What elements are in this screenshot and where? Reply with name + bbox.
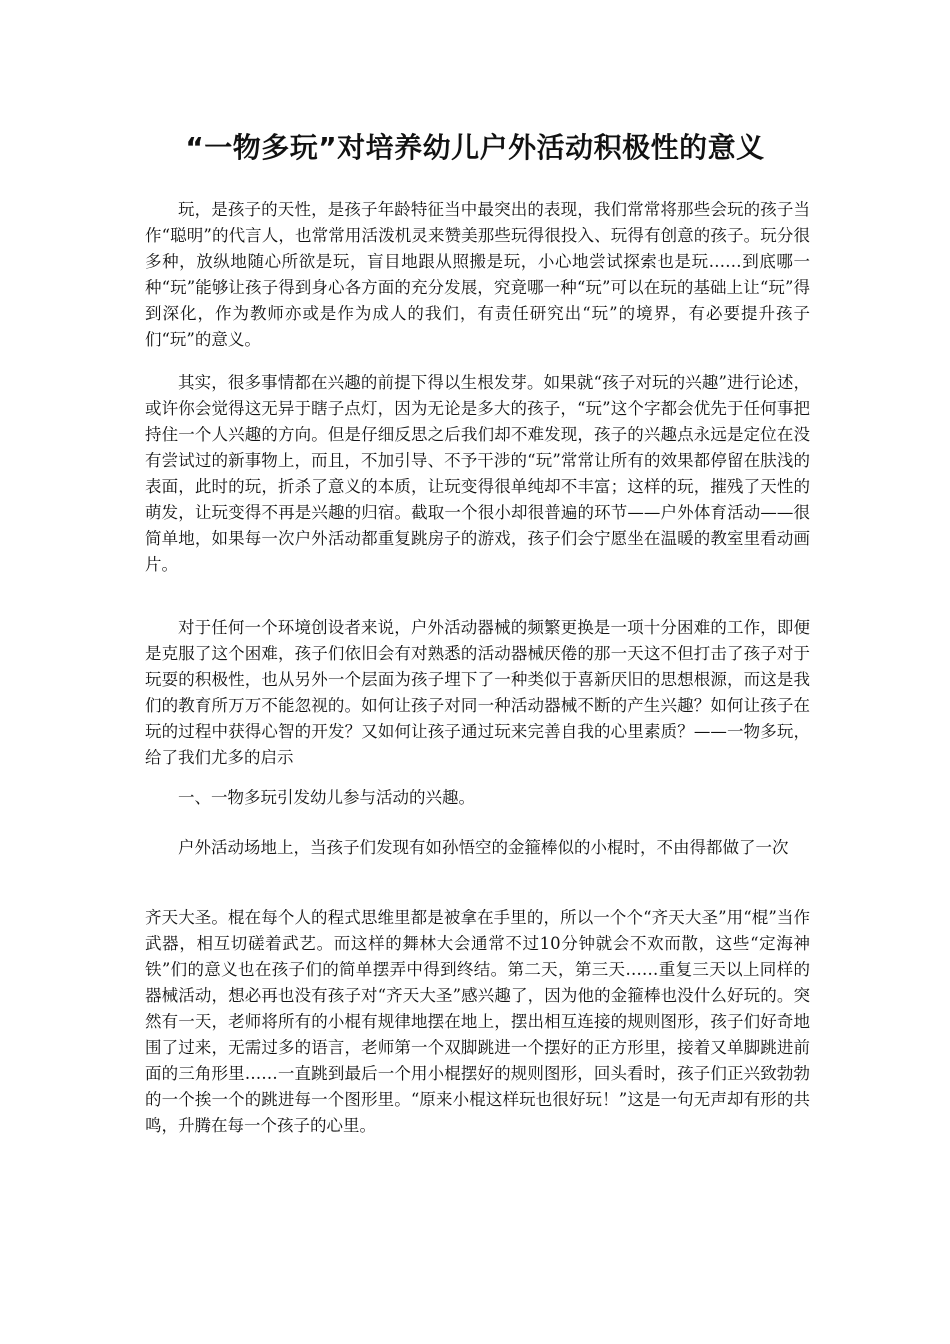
paragraph-interest: 其实，很多事情都在兴趣的前提下得以生根发芽。如果就“孩子对玩的兴趣”进行论述，或许你会觉得这无异于瞎子点灯，因为无论是多大的孩子，“玩”这个字都会优先于任何事把持住一个人兴趣的方向。但是仔细反思之后我们却不难发现，孩子的兴趣点永远是定位在没有尝试过的新事物上，而且，不加引导、不予干涉的“玩”常常让所有的效果都停留在肤浅的表面，此时的玩，折杀了意义的本质，让玩变得很单纯却不丰富；这样的玩，摧残了天性的萌发，让玩变得不再是兴趣的归宿。截取一个很小却很普遍的环节——户外体育活动——很简单地，如果每一次户外活动都重复跳房子的游戏，孩子们会宁愿坐在温暖的教室里看动画片。 [145,373,810,574]
paragraph-playground: 户外活动场地上，当孩子们发现有如孙悟空的金箍棒似的小棍时，不由得都做了一次 [178,838,789,857]
page-title: “一物多玩”对培养幼儿户外活动积极性的意义 [185,131,765,164]
paragraph-equipment: 对于任何一个环境创设者来说，户外活动器械的频繁更换是一项十分困难的工作，即便是克服了这个困难，孩子们依旧会有对熟悉的活动器械厌倦的那一天这不但打击了孩子对于玩耍的积极性，也从另外一个层面为孩子埋下了一种类似于喜新厌旧的思想根源，而这是我们的教育所万万不能忽视的。如何让孩子对同一种活动器械不断的产生兴趣？如何让孩子在玩的过程中获得心智的开发？又如何让孩子通过玩来完善自我的心里素质？——一物多玩，给了我们尤多的启示 [145,618,810,767]
paragraph-intro: 玩，是孩子的天性，是孩子年龄特征当中最突出的表现，我们常常将那些会玩的孩子当作“聪明”的代言人，也常常用活泼机灵来赞美那些玩得很投入、玩得有创意的孩子。玩分很多种，放纵地随心所欲是玩，盲目地跟从照搬是玩，小心地尝试探索也是玩……到底哪一种“玩”能够让孩子得到身心各方面的充分发展，究竟哪一种“玩”可以在玩的基础上让“玩”得到深化，作为教师亦或是作为成人的我们，有责任研究出“玩”的境界，有必要提升孩子们“玩”的意义。 [145,200,810,349]
section-heading-one: 一、一物多玩引发幼儿参与活动的兴趣。 [178,788,475,807]
paragraph-monkey-king: 齐天大圣。棍在每个人的程式思维里都是被拿在手里的，所以一个个“齐天大圣”用“棍”当作武器，相互切磋着武艺。而这样的舞林大会通常不过10分钟就会不欢而散，这些“定海神铁”们的意义也在孩子们的简单摆弄中得到终结。第二天，第三天……重复三天以上同样的器械活动，想必再也没有孩子对“齐天大圣”感兴趣了，因为他的金箍棒也没什么好玩的。突然有一天，老师将所有的小棍有规律地摆在地上，摆出相互连接的规则图形，孩子们好奇地围了过来，无需过多的语言，老师第一个双脚跳进一个摆好的正方形里，接着又单脚跳进前面的三角形里……一直跳到最后一个用小棍摆好的规则图形，回头看时，孩子们正兴致勃勃的一个挨一个的跳进每一个图形里。“原来小棍这样玩也很好玩！”这是一句无声却有形的共鸣，升腾在每一个孩子的心里。 [145,908,810,1135]
